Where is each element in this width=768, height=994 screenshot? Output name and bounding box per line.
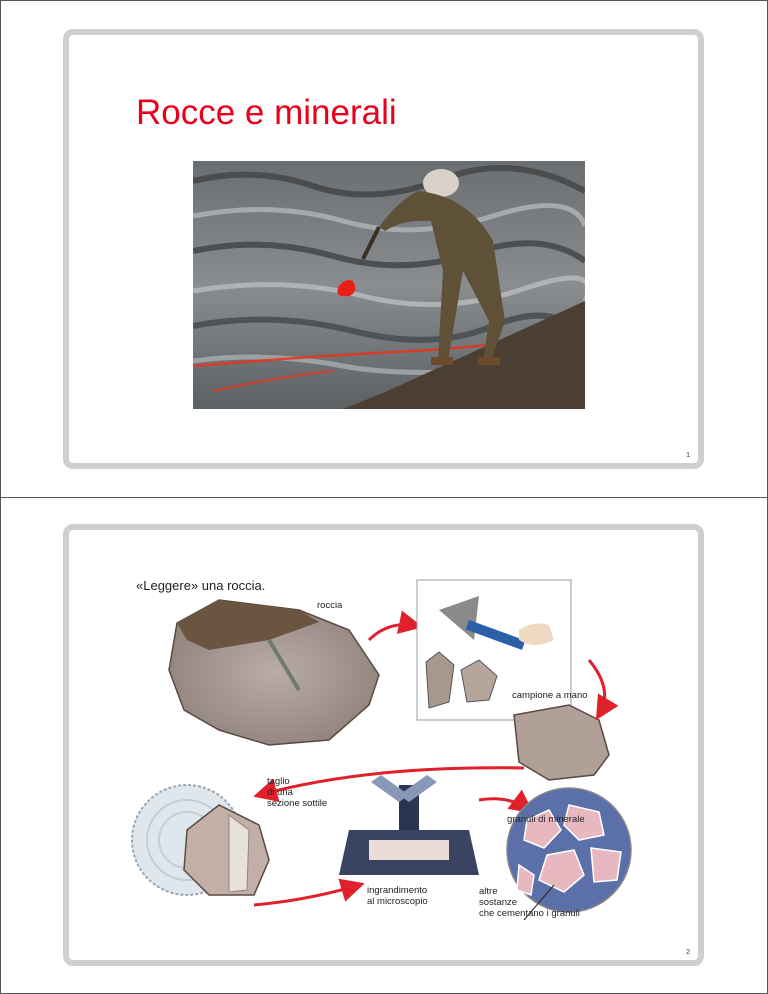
slide-title: Rocce e minerali: [136, 93, 397, 132]
slide-1: [63, 29, 704, 469]
slide-2: [63, 524, 704, 966]
label-mineral-grains: granuli di minerale: [507, 814, 585, 825]
microscope-illustration: [339, 775, 479, 875]
slide-subtitle: «Leggere» una roccia.: [136, 578, 266, 593]
rock-illustration: [169, 600, 379, 745]
page-number: 2: [686, 949, 690, 956]
page-2: [0, 497, 768, 994]
label-cut: taglio di una sezione sottile: [267, 776, 328, 809]
label-other-substances: altre sostanze che cementano i granuli: [479, 886, 580, 919]
label-hand-sample: campione a mano: [512, 690, 588, 701]
page-number: 1: [686, 452, 690, 459]
label-rock: roccia: [317, 600, 343, 611]
lava-photo: [193, 161, 585, 409]
label-magnification: ingrandimento al microscopio: [367, 885, 428, 907]
